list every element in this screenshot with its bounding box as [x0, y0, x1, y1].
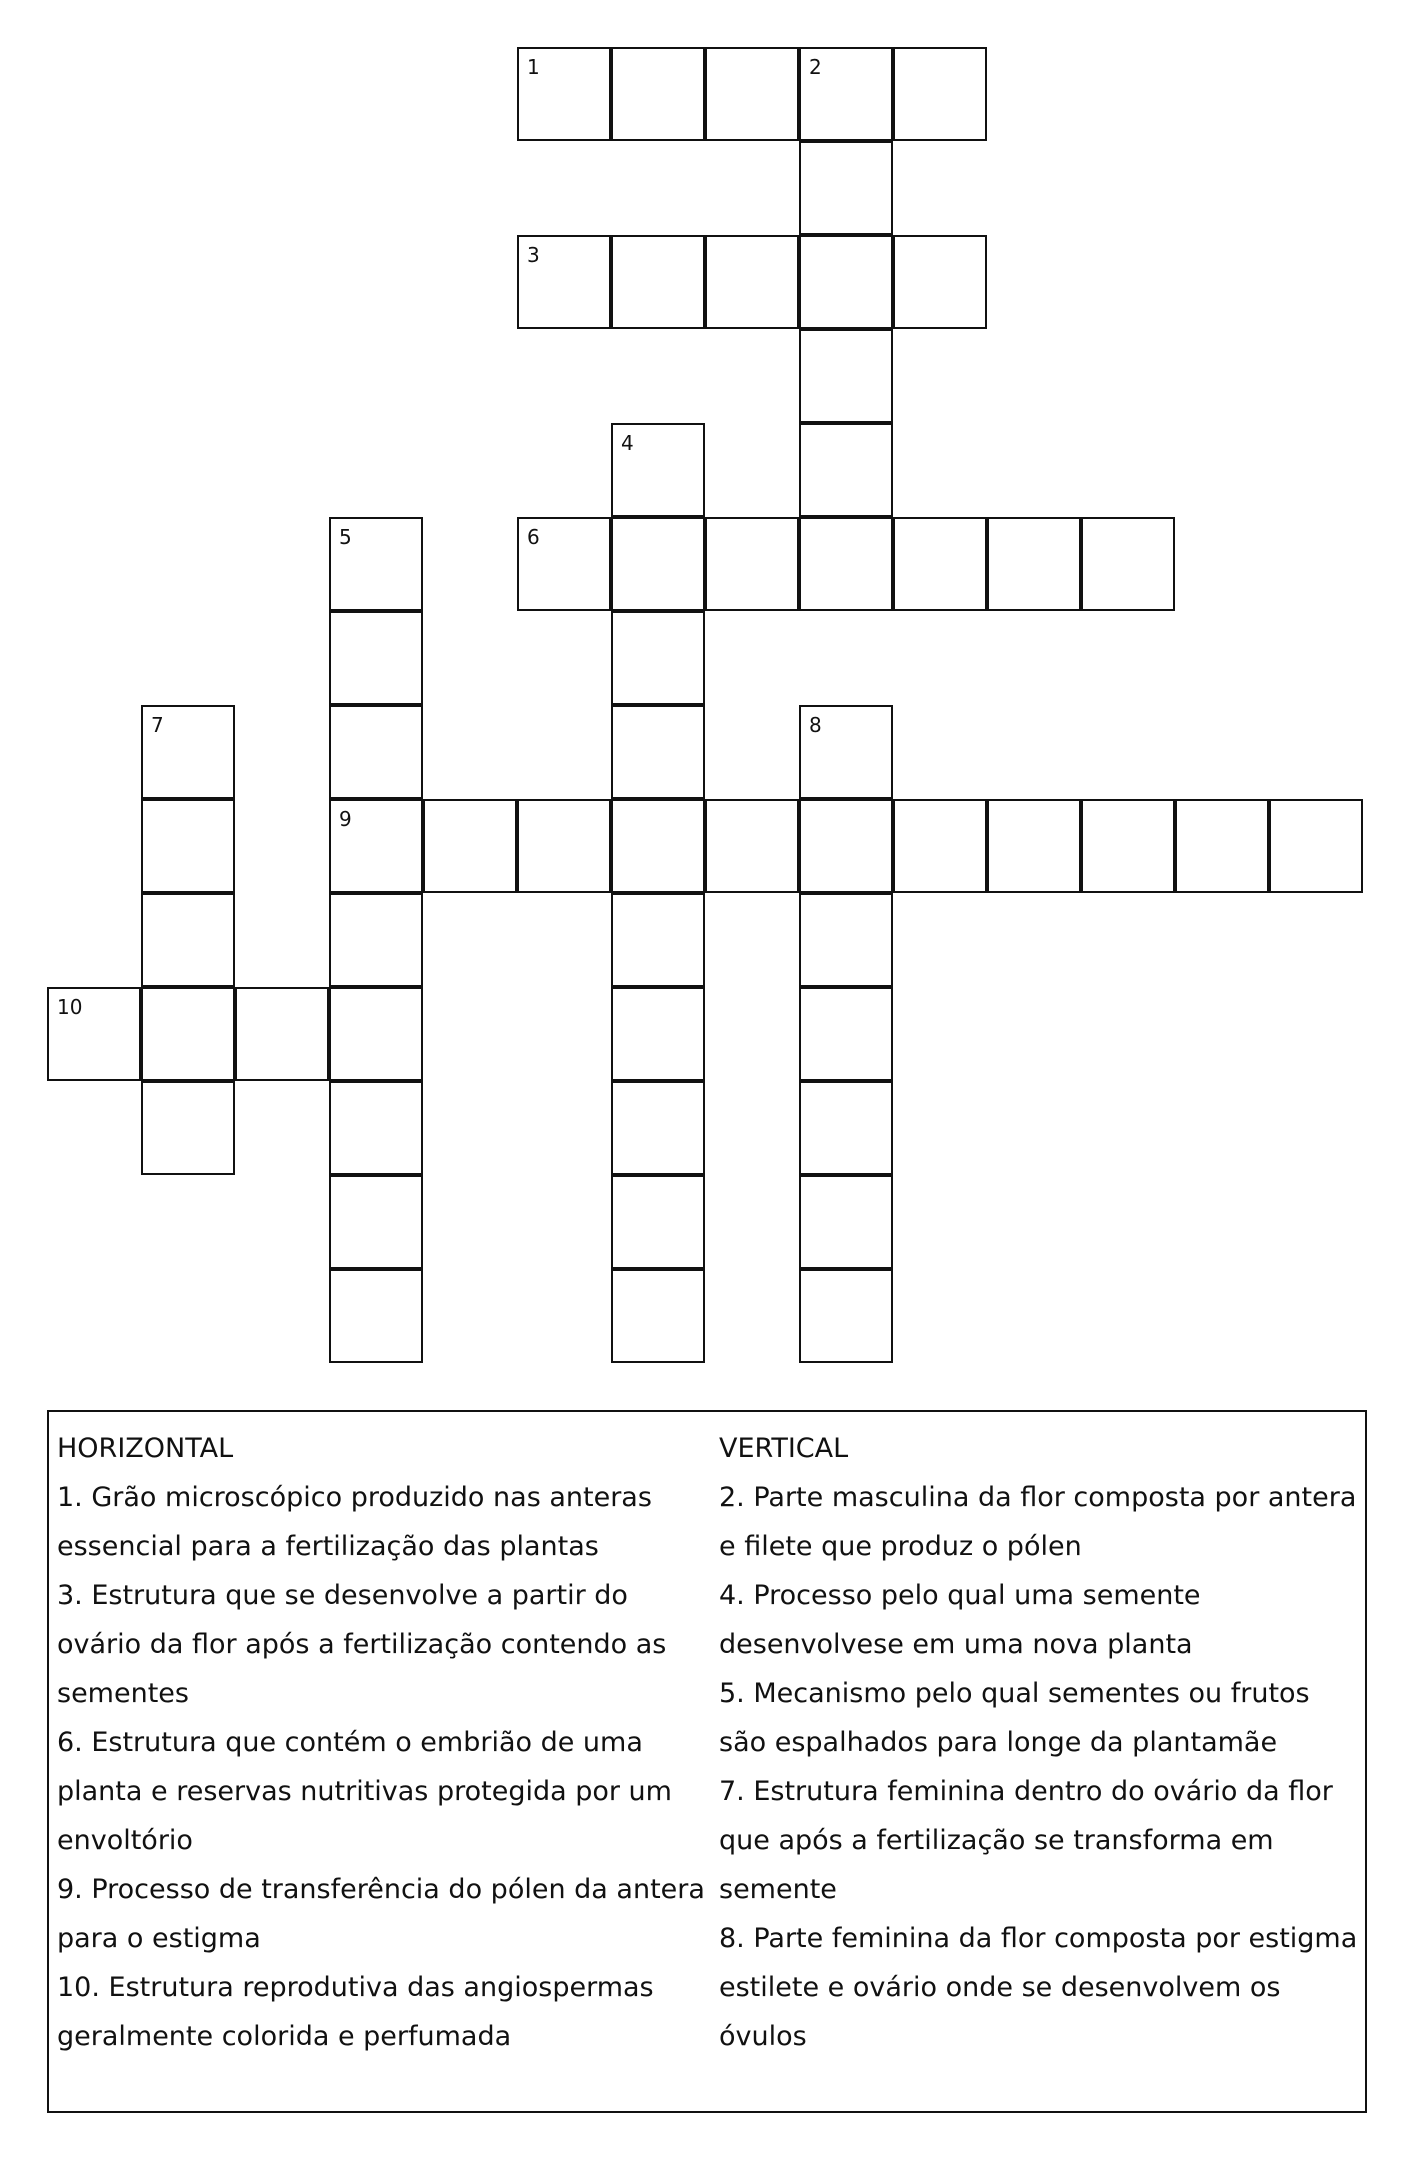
grid-cell[interactable] [799, 141, 893, 235]
grid-cell[interactable] [799, 423, 893, 517]
grid-cell[interactable] [1081, 517, 1175, 611]
grid-cell[interactable] [1269, 799, 1363, 893]
grid-cell[interactable] [517, 47, 611, 141]
grid-cell[interactable] [799, 47, 893, 141]
grid-cell[interactable] [893, 47, 987, 141]
grid-cell[interactable] [329, 893, 423, 987]
grid-cell[interactable] [611, 1269, 705, 1363]
vertical-heading: VERTICAL [719, 1433, 849, 1464]
grid-cell[interactable] [141, 987, 235, 1081]
clue-horizontal-9: 9. Processo de transferência do pólen da antera para o estigma [57, 1874, 705, 1954]
clue-number: 4 [621, 431, 634, 455]
clue-vertical-2: 2. Parte masculina da flor composta por antera e filete que produz o pólen [719, 1482, 1357, 1562]
grid-cell[interactable] [517, 799, 611, 893]
grid-cell[interactable] [611, 47, 705, 141]
grid-cell[interactable] [329, 1081, 423, 1175]
clue-number: 5 [339, 525, 352, 549]
clue-vertical-8: 8. Parte feminina da flor composta por estigma estilete e ovário onde se desenvolvem os óvulos [719, 1923, 1358, 2052]
grid-cell[interactable] [799, 705, 893, 799]
grid-cell[interactable] [893, 517, 987, 611]
clue-number: 10 [57, 995, 83, 1019]
grid-cell[interactable] [611, 611, 705, 705]
grid-cell[interactable] [705, 517, 799, 611]
horizontal-clues [57, 1424, 717, 2061]
clue-horizontal-10: 10. Estrutura reprodutiva das angiospermas geralmente colorida e perfumada [57, 1972, 654, 2052]
clue-vertical-4: 4. Processo pelo qual uma semente desenvolvese em uma nova planta [719, 1580, 1201, 1660]
grid-cell[interactable] [611, 893, 705, 987]
clue-number: 1 [527, 55, 540, 79]
grid-cell[interactable] [705, 235, 799, 329]
grid-cell[interactable] [47, 987, 141, 1081]
grid-cell[interactable] [517, 235, 611, 329]
grid-cell[interactable] [611, 517, 705, 611]
horizontal-heading: HORIZONTAL [57, 1433, 234, 1464]
grid-cell[interactable] [141, 705, 235, 799]
grid-cell[interactable] [329, 611, 423, 705]
grid-cell[interactable] [611, 987, 705, 1081]
grid-cell[interactable] [799, 893, 893, 987]
grid-cell[interactable] [611, 1175, 705, 1269]
grid-cell[interactable] [705, 47, 799, 141]
clue-horizontal-6: 6. Estrutura que contém o embrião de uma planta e reservas nutritivas protegida por um envoltório [57, 1727, 672, 1856]
clue-number: 7 [151, 713, 164, 737]
grid-cell[interactable] [987, 799, 1081, 893]
clue-horizontal-1: 1. Grão microscópico produzido nas anteras essencial para a fertilização das plantas [57, 1482, 652, 1562]
grid-cell[interactable] [141, 1081, 235, 1175]
grid-cell[interactable] [987, 517, 1081, 611]
grid-cell[interactable] [329, 705, 423, 799]
grid-cell[interactable] [235, 987, 329, 1081]
clue-number: 3 [527, 243, 540, 267]
clue-vertical-5: 5. Mecanismo pelo qual sementes ou frutos são espalhados para longe da plantamãe [719, 1678, 1310, 1758]
grid-cell[interactable] [141, 893, 235, 987]
grid-cell[interactable] [611, 705, 705, 799]
grid-cell[interactable] [799, 987, 893, 1081]
grid-cell[interactable] [1175, 799, 1269, 893]
grid-cell[interactable] [799, 1081, 893, 1175]
vertical-clues [719, 1424, 1359, 2061]
clue-number: 9 [339, 807, 352, 831]
grid-cell[interactable] [611, 1081, 705, 1175]
clue-number: 8 [809, 713, 822, 737]
grid-cell[interactable] [705, 799, 799, 893]
grid-cell[interactable] [329, 987, 423, 1081]
clue-horizontal-3: 3. Estrutura que se desenvolve a partir do ovário da flor após a fertilização contendo as sementes [57, 1580, 667, 1709]
grid-cell[interactable] [141, 799, 235, 893]
grid-cell[interactable] [517, 517, 611, 611]
grid-cell[interactable] [799, 1269, 893, 1363]
clue-number: 6 [527, 525, 540, 549]
grid-cell[interactable] [329, 1269, 423, 1363]
grid-cell[interactable] [1081, 799, 1175, 893]
grid-cell[interactable] [611, 235, 705, 329]
grid-cell[interactable] [329, 799, 423, 893]
clues-box [47, 1410, 1367, 2113]
grid-cell[interactable] [799, 235, 893, 329]
grid-cell[interactable] [799, 329, 893, 423]
grid-cell[interactable] [329, 1175, 423, 1269]
clue-vertical-7: 7. Estrutura feminina dentro do ovário da flor que após a fertilização se transforma em semente [719, 1776, 1333, 1905]
grid-cell[interactable] [893, 235, 987, 329]
grid-cell[interactable] [799, 517, 893, 611]
clue-number: 2 [809, 55, 822, 79]
grid-cell[interactable] [611, 799, 705, 893]
grid-cell[interactable] [611, 423, 705, 517]
grid-cell[interactable] [893, 799, 987, 893]
grid-cell[interactable] [423, 799, 517, 893]
grid-cell[interactable] [799, 1175, 893, 1269]
grid-cell[interactable] [799, 799, 893, 893]
grid-cell[interactable] [329, 517, 423, 611]
